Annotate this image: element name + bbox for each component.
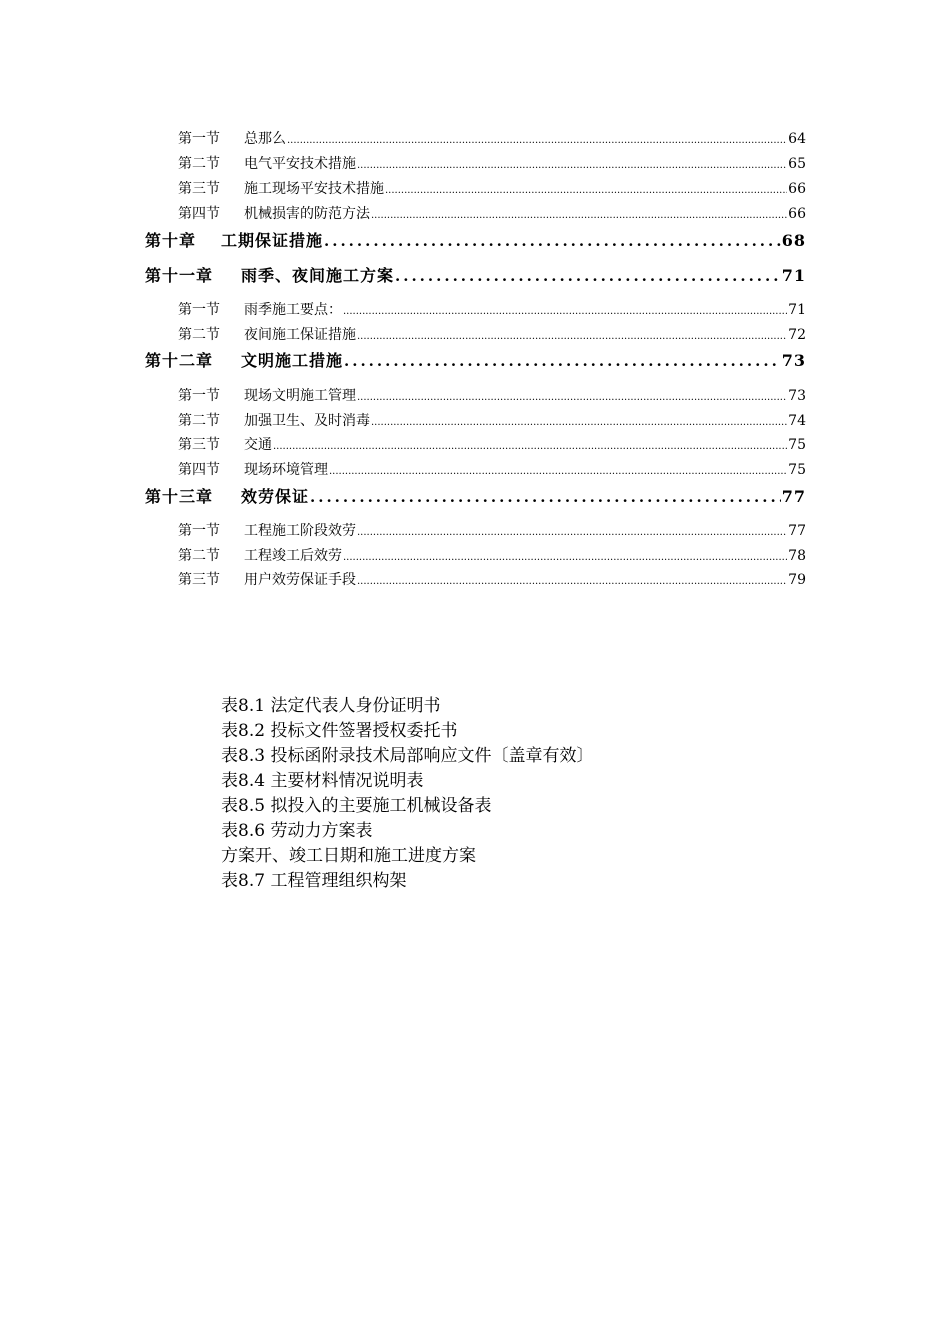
toc-section-entry[interactable]	[178, 324, 806, 344]
page-number: 64	[788, 131, 806, 147]
toc-section-entry[interactable]	[178, 385, 806, 405]
chapter-title: 工期保证措施	[221, 231, 324, 250]
dot-leader	[287, 131, 787, 147]
chapter-title: 文明施工措施	[241, 351, 344, 370]
toc-section-entry[interactable]	[178, 410, 806, 430]
chapter-number: 第十三章	[145, 487, 214, 506]
dot-leader	[357, 156, 787, 172]
chapter-number: 第十章	[145, 231, 197, 250]
section-number: 第二节	[178, 413, 220, 429]
section-number: 第二节	[178, 327, 220, 343]
chapter-number: 第十一章	[145, 266, 214, 285]
dot-leader	[357, 388, 787, 404]
toc-section-entry[interactable]	[178, 153, 806, 173]
section-title: 现场环境管理	[244, 462, 328, 478]
chapter-title: 雨季、夜间施工方案	[241, 266, 395, 285]
section-title: 加强卫生、及时消毒	[244, 413, 370, 429]
section-title: 工程竣工后效劳	[244, 548, 342, 564]
page-number: 75	[788, 462, 806, 478]
dot-leader	[371, 206, 787, 222]
page-number: 73	[781, 351, 806, 370]
dot-leader	[343, 302, 787, 318]
page-number: 78	[788, 548, 806, 564]
section-title: 机械损害的防范方法	[244, 206, 370, 222]
section-number: 第四节	[178, 462, 220, 478]
section-number: 第一节	[178, 302, 220, 318]
section-title: 电气平安技术措施	[244, 156, 356, 172]
form-item[interactable]: 方案开、竣工日期和施工进度方案	[221, 846, 476, 866]
dot-leader	[385, 181, 787, 197]
section-title: 施工现场平安技术措施	[244, 181, 384, 197]
section-number: 第四节	[178, 206, 220, 222]
toc-chapter-entry[interactable]	[145, 263, 806, 286]
toc-chapter-entry[interactable]	[145, 348, 806, 371]
toc-section-entry[interactable]	[178, 434, 806, 454]
section-title: 交通	[244, 437, 272, 453]
page-number: 74	[788, 413, 806, 429]
page-number: 77	[781, 487, 806, 506]
toc-section-entry[interactable]	[178, 203, 806, 223]
page-number: 71	[781, 266, 806, 285]
dot-leader	[357, 572, 787, 588]
form-item[interactable]: 表8.5 拟投入的主要施工机械设备表	[221, 796, 492, 816]
page-number: 68	[781, 231, 806, 250]
section-title: 总那么	[244, 131, 286, 147]
form-item[interactable]: 表8.1 法定代表人身份证明书	[221, 696, 441, 716]
section-number: 第一节	[178, 131, 220, 147]
chapter-title: 效劳保证	[241, 487, 310, 506]
section-title: 现场文明施工管理	[244, 388, 356, 404]
dot-leader	[329, 462, 787, 478]
dot-leader	[357, 523, 787, 539]
dot-leader	[343, 548, 787, 564]
section-number: 第三节	[178, 572, 220, 588]
toc-section-entry[interactable]	[178, 128, 806, 148]
page-number: 65	[788, 156, 806, 172]
page-number: 66	[788, 181, 806, 197]
page-number: 66	[788, 206, 806, 222]
chapter-number: 第十二章	[145, 351, 214, 370]
dot-leader	[324, 231, 781, 250]
dot-leader	[371, 413, 787, 429]
dot-leader	[344, 351, 781, 370]
page-number: 75	[788, 437, 806, 453]
page-number: 77	[788, 523, 806, 539]
form-item[interactable]: 表8.7 工程管理组织构架	[221, 871, 407, 891]
dot-leader	[395, 266, 781, 285]
form-item[interactable]: 表8.4 主要材料情况说明表	[221, 771, 424, 791]
forms-list	[221, 694, 593, 894]
toc-section-entry[interactable]	[178, 459, 806, 479]
section-number: 第三节	[178, 181, 220, 197]
section-number: 第一节	[178, 523, 220, 539]
toc-section-entry[interactable]	[178, 569, 806, 589]
page-number: 72	[788, 327, 806, 343]
section-title: 夜间施工保证措施	[244, 327, 356, 343]
toc-section-entry[interactable]	[178, 299, 806, 319]
toc-section-entry[interactable]	[178, 545, 806, 565]
section-title: 雨季施工要点：	[244, 302, 342, 318]
page-number: 73	[788, 388, 806, 404]
page-number: 79	[788, 572, 806, 588]
form-item[interactable]: 表8.3 投标函附录技术局部响应文件〔盖章有效〕	[221, 746, 594, 766]
dot-leader	[273, 437, 787, 453]
toc-chapter-entry[interactable]	[145, 228, 806, 251]
toc-chapter-entry[interactable]	[145, 484, 806, 507]
page-number: 71	[788, 302, 806, 318]
toc-section-entry[interactable]	[178, 178, 806, 198]
section-title: 工程施工阶段效劳	[244, 523, 356, 539]
section-title: 用户效劳保证手段	[244, 572, 356, 588]
section-number: 第二节	[178, 156, 220, 172]
form-item[interactable]: 表8.6 劳动力方案表	[221, 821, 373, 841]
dot-leader	[310, 487, 781, 506]
dot-leader	[357, 327, 787, 343]
section-number: 第三节	[178, 437, 220, 453]
section-number: 第二节	[178, 548, 220, 564]
section-number: 第一节	[178, 388, 220, 404]
toc-section-entry[interactable]	[178, 520, 806, 540]
form-item[interactable]: 表8.2 投标文件签署授权委托书	[221, 721, 458, 741]
